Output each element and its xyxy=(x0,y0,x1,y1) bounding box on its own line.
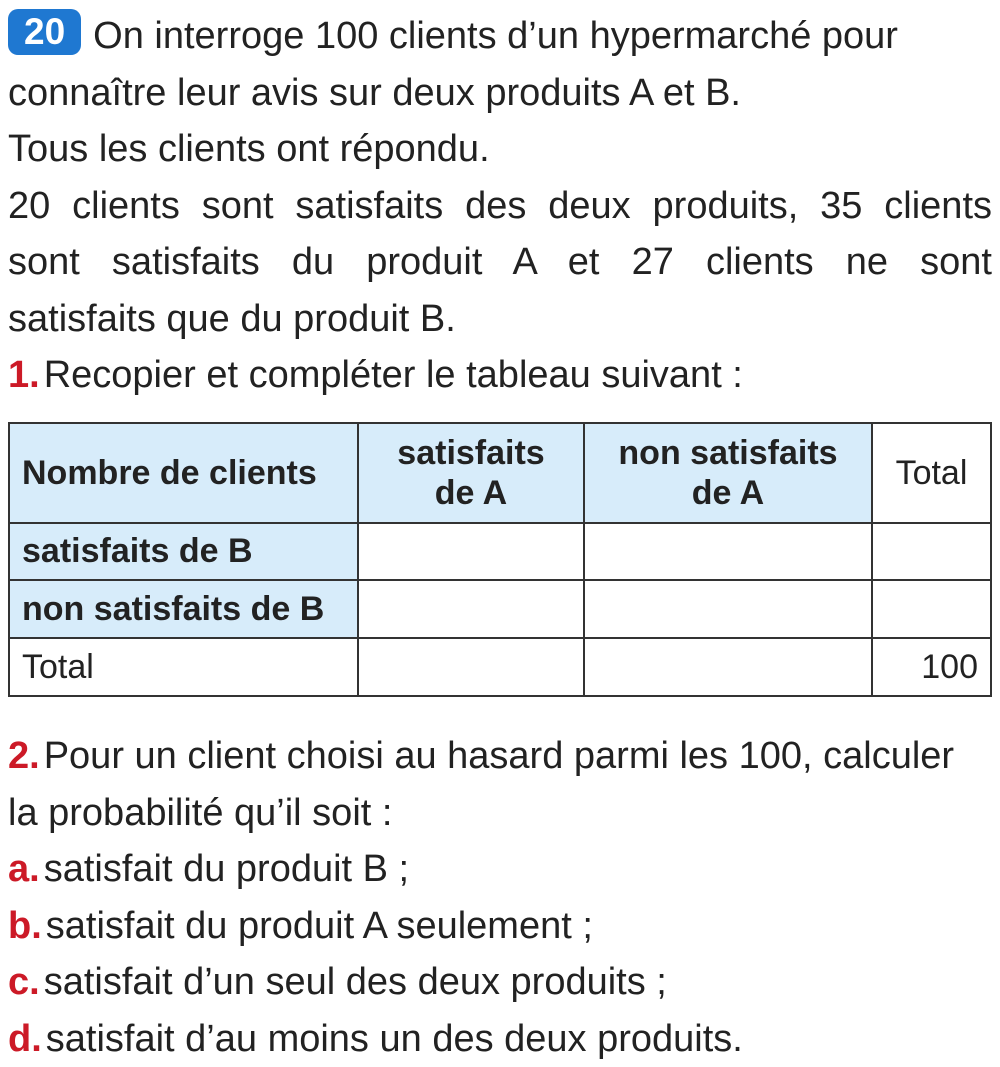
table-row xyxy=(9,523,991,580)
table-cell xyxy=(872,580,991,638)
question-1 xyxy=(8,347,992,404)
header-satisfaits-a-line1: satisfaits xyxy=(371,433,571,473)
question-2-number: 2. xyxy=(8,735,40,777)
sub-question-b-text: satisfait du produit A seulement ; xyxy=(46,905,593,947)
table-cell xyxy=(584,523,872,580)
table-cell xyxy=(872,523,991,580)
table-header-row xyxy=(9,423,991,523)
table-cell xyxy=(358,523,584,580)
header-cell-nombre: Nombre de clients xyxy=(9,423,358,523)
header-satisfaits-a-line2: de A xyxy=(371,473,571,513)
sub-question-c-text: satisfait d’un seul des deux produits ; xyxy=(44,961,667,1003)
contingency-table xyxy=(8,422,992,697)
table-row xyxy=(9,638,991,696)
question-2-line-1 xyxy=(8,728,992,785)
row-label-total: Total xyxy=(9,638,358,696)
sub-question-a-text: satisfait du produit B ; xyxy=(44,848,409,890)
header-cell-total: Total xyxy=(872,423,991,523)
sub-question-d-text: satisfait d’au moins un des deux produits. xyxy=(46,1018,743,1060)
sub-question-b xyxy=(8,898,992,955)
sub-question-a xyxy=(8,841,992,898)
table-cell xyxy=(584,638,872,696)
intro-line-1 xyxy=(8,8,992,65)
table-cell xyxy=(584,580,872,638)
table-cell-grand-total: 100 xyxy=(872,638,991,696)
intro-line-4: 20 clients sont satisfaits des deux produits, 35 clients xyxy=(8,178,992,235)
table-row xyxy=(9,580,991,638)
sub-question-d xyxy=(8,1011,992,1067)
intro-line-5: sont satisfaits du produit A et 27 clients ne sont xyxy=(8,234,992,291)
header-cell-non-satisfaits-a xyxy=(584,423,872,523)
exercise-number-badge: 20 xyxy=(8,9,81,55)
sub-question-d-letter: d. xyxy=(8,1018,42,1060)
intro-line-6: satisfaits que du produit B. xyxy=(8,291,992,348)
header-non-satisfaits-a-line2: de A xyxy=(597,473,859,513)
sub-question-c xyxy=(8,954,992,1011)
exercise-page xyxy=(8,8,992,404)
row-label-non-satisfaits-b: non satisfaits de B xyxy=(9,580,358,638)
question-2-block xyxy=(8,728,992,1067)
intro-line-3: Tous les clients ont répondu. xyxy=(8,121,992,178)
question-1-number: 1. xyxy=(8,354,40,396)
question-1-text: Recopier et compléter le tableau suivant : xyxy=(44,354,743,396)
row-label-satisfaits-b: satisfaits de B xyxy=(9,523,358,580)
question-2-text-1: Pour un client choisi au hasard parmi les 100, calculer xyxy=(44,735,954,777)
header-cell-satisfaits-a xyxy=(358,423,584,523)
intro-line-2: connaître leur avis sur deux produits A et B. xyxy=(8,65,992,122)
sub-question-b-letter: b. xyxy=(8,905,42,947)
table-cell xyxy=(358,638,584,696)
intro-text-1: On interroge 100 clients d’un hypermarché pour xyxy=(93,15,898,57)
sub-question-a-letter: a. xyxy=(8,848,40,890)
question-2-line-2: la probabilité qu’il soit : xyxy=(8,785,992,842)
table-cell xyxy=(358,580,584,638)
sub-question-c-letter: c. xyxy=(8,961,40,1003)
header-non-satisfaits-a-line1: non satisfaits xyxy=(597,433,859,473)
